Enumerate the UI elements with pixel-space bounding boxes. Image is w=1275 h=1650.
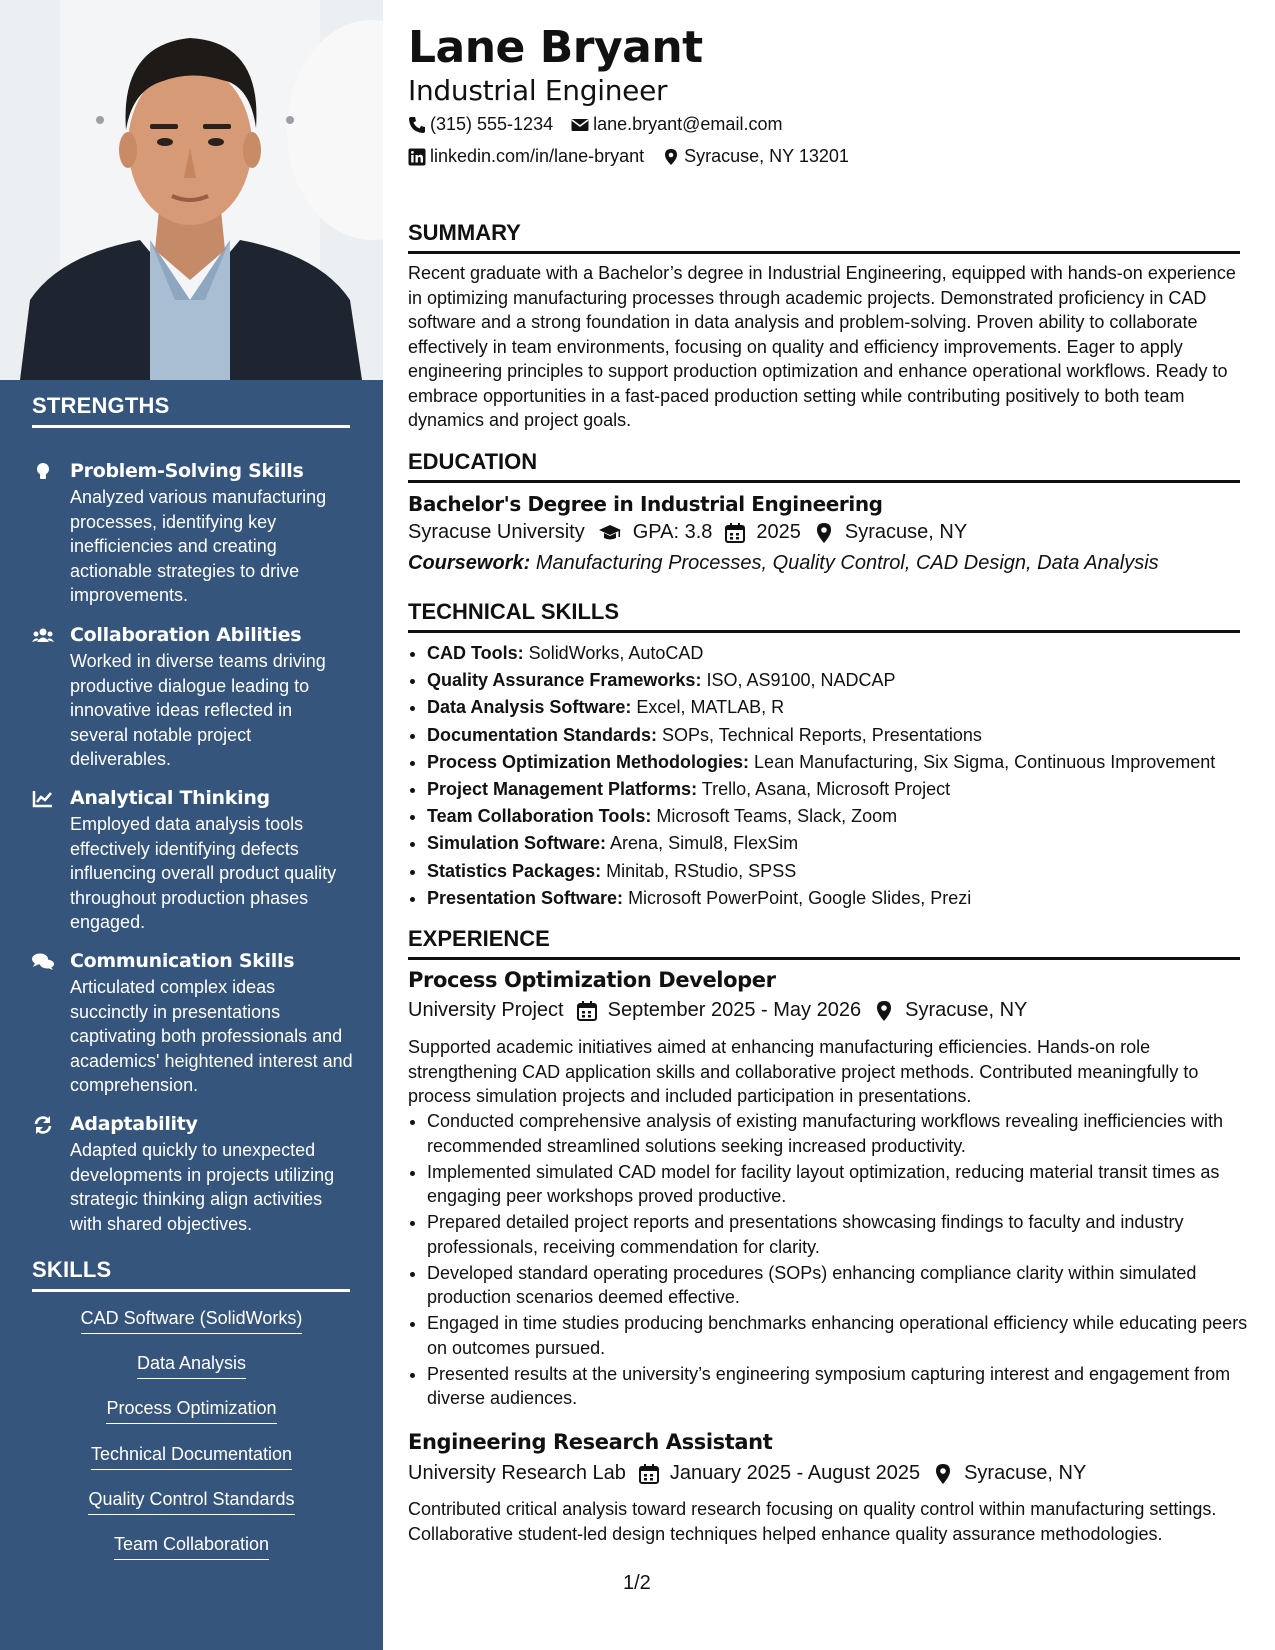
comments-icon bbox=[32, 952, 54, 972]
map-marker-icon bbox=[813, 522, 835, 544]
skill-tag: Technical Documentation bbox=[0, 1444, 383, 1470]
strength-title: Collaboration Abilities bbox=[70, 624, 302, 646]
list-item: • Documentation Standards: SOPs, Technical Reports, Presentations bbox=[427, 722, 1259, 749]
job-location: Syracuse, NY bbox=[905, 999, 1028, 1021]
list-item: • Process Optimization Methodologies: Lean Manufacturing, Six Sigma, Continuous Improvement bbox=[427, 749, 1259, 776]
job-meta bbox=[408, 999, 1027, 1022]
coursework-label: Coursework: bbox=[408, 552, 531, 574]
technical-skills-title: TECHNICAL SKILLS bbox=[408, 599, 1240, 633]
calendar-icon bbox=[638, 1463, 660, 1485]
list-item: • CAD Tools: SolidWorks, AutoCAD bbox=[427, 640, 1259, 667]
strength-title: Adaptability bbox=[70, 1113, 198, 1135]
strength-description: Employed data analysis tools effectively identifying defects influencing overall product quality throughout production phases engaged. bbox=[70, 814, 337, 932]
list-item: • Simulation Software: Arena, Simul8, FlexSim bbox=[427, 830, 1259, 857]
location-text: Syracuse, NY 13201 bbox=[684, 146, 849, 166]
linkedin-link[interactable]: linkedin.com/in/lane-bryant bbox=[430, 146, 645, 166]
strength-title: Problem-Solving Skills bbox=[70, 460, 304, 482]
linkedin-icon bbox=[408, 148, 426, 166]
job-location: Syracuse, NY bbox=[964, 1462, 1087, 1484]
list-item: • Prepared detailed project reports and presentations showcasing findings to faculty and industry professionals, receiving commendation for clarity. bbox=[427, 1210, 1259, 1259]
list-item: • Team Collaboration Tools: Microsoft Teams, Slack, Zoom bbox=[427, 803, 1259, 830]
map-marker-icon bbox=[873, 1000, 895, 1022]
strength-title: Communication Skills bbox=[70, 950, 295, 972]
education-meta bbox=[408, 521, 967, 544]
job-dates: January 2025 - August 2025 bbox=[669, 1462, 921, 1484]
graduation-year: 2025 bbox=[756, 521, 801, 543]
envelope-icon bbox=[571, 116, 589, 134]
skill-tag: Quality Control Standards bbox=[0, 1489, 383, 1515]
experience-title: EXPERIENCE bbox=[408, 926, 1240, 960]
job-title: Engineering Research Assistant bbox=[408, 1430, 773, 1454]
job-org: University Project bbox=[408, 999, 564, 1021]
job-bullets bbox=[408, 1109, 1259, 1412]
strength-description: Adapted quickly to unexpected developments in projects utilizing strategic thinking align activities with shared objectives. bbox=[70, 1140, 335, 1234]
contact-row bbox=[408, 114, 782, 135]
list-item: • Implemented simulated CAD model for facility layout optimization, reducing material transit times as engaging peer workshops proved productive. bbox=[427, 1160, 1259, 1209]
email-link[interactable]: lane.bryant@email.com bbox=[593, 114, 783, 134]
list-item: • Quality Assurance Frameworks: ISO, AS9100, NADCAP bbox=[427, 667, 1259, 694]
profile-photo bbox=[0, 0, 383, 380]
job-summary: Supported academic initiatives aimed at enhancing manufacturing efficiencies. Hands-on role strengthening CAD application skills and collaborative project methods. Contributed meaningfully to process simulation projects and included participation in presentations. bbox=[408, 1037, 1199, 1106]
strength-item bbox=[32, 1113, 350, 1243]
coursework-list: Manufacturing Processes, Quality Control, CAD Design, Data Analysis bbox=[535, 552, 1159, 574]
list-item: • Engaged in time studies producing benchmarks enhancing operational efficiency while educating peers on outcomes pursued. bbox=[427, 1311, 1259, 1360]
calendar-icon bbox=[576, 1000, 598, 1022]
sync-icon bbox=[32, 1115, 54, 1135]
list-item: • Data Analysis Software: Excel, MATLAB, R bbox=[427, 694, 1259, 721]
strength-item bbox=[32, 624, 350, 774]
candidate-name: Lane Bryant bbox=[408, 22, 703, 73]
contact-row bbox=[408, 146, 849, 167]
lightbulb-icon bbox=[32, 462, 54, 482]
technical-skills-list bbox=[408, 640, 1259, 912]
job-summary: Contributed critical analysis toward research focusing on quality control within manufacturing settings. Collaborative student-led design techniques helped enhance quality assurance methodologies. bbox=[408, 1499, 1217, 1544]
page-number: 1/2 bbox=[623, 1572, 651, 1594]
graduation-cap-icon bbox=[597, 522, 623, 544]
job-title: Process Optimization Developer bbox=[408, 968, 776, 992]
strength-item bbox=[32, 950, 353, 1100]
skill-tag: Data Analysis bbox=[0, 1353, 383, 1379]
education-title: EDUCATION bbox=[408, 449, 1240, 483]
education-location: Syracuse, NY bbox=[844, 521, 968, 543]
summary-text: Recent graduate with a Bachelor’s degree in Industrial Engineering, equipped with hands-on experience in optimizing manufacturing processes through academic projects. Demonstrated proficiency in CAD software and a strong foundation in data analysis and problem-solving. Proven ability to collaborate effectively in team environments, focusing on quality and efficiency improvements. Eager to apply engineering principles to support production optimization and enhance operational workflows. Ready to embrace opportunities in a fast-paced production setting while contributing positively to both team dynamics and project goals. bbox=[408, 263, 1236, 430]
gpa-text: GPA: 3.8 bbox=[632, 521, 713, 543]
strength-description: Articulated complex ideas succinctly in presentations captivating both professionals and academics' heightened interest and comprehension. bbox=[70, 977, 353, 1095]
summary-title: SUMMARY bbox=[408, 220, 1240, 254]
strength-item bbox=[32, 787, 350, 937]
strength-description: Analyzed various manufacturing processes, identifying key inefficiencies and creating actionable strategies to drive improvements. bbox=[70, 487, 327, 605]
chart-line-icon bbox=[32, 789, 54, 809]
job-meta bbox=[408, 1462, 1086, 1485]
job-dates: September 2025 - May 2026 bbox=[607, 999, 862, 1021]
map-marker-icon bbox=[932, 1463, 954, 1485]
users-icon bbox=[32, 626, 54, 646]
list-item: • Conducted comprehensive analysis of existing manufacturing workflows revealing inefficiencies with recommended streamlined solutions seeking increased productivity. bbox=[427, 1109, 1259, 1158]
strength-description: Worked in diverse teams driving productive dialogue leading to innovative ideas reflected in several notable project deliverables. bbox=[70, 651, 326, 769]
list-item: • Presentation Software: Microsoft PowerPoint, Google Slides, Prezi bbox=[427, 885, 1259, 912]
school-name: Syracuse University bbox=[408, 521, 585, 543]
portrait-image bbox=[0, 0, 383, 380]
strengths-title: STRENGTHS bbox=[32, 393, 350, 428]
calendar-icon bbox=[724, 522, 746, 544]
phone-icon bbox=[408, 116, 426, 134]
skills-title: SKILLS bbox=[32, 1257, 350, 1292]
strength-title: Analytical Thinking bbox=[70, 787, 270, 809]
map-marker-icon bbox=[662, 148, 680, 166]
list-item: • Project Management Platforms: Trello, Asana, Microsoft Project bbox=[427, 776, 1259, 803]
list-item: • Presented results at the university’s engineering symposium capturing interest and engagement from diverse audiences. bbox=[427, 1362, 1259, 1411]
list-item: • Developed standard operating procedures (SOPs) enhancing compliance clarity within simulated production scenarios deemed effective. bbox=[427, 1261, 1259, 1310]
phone-text: (315) 555-1234 bbox=[430, 114, 554, 134]
coursework bbox=[408, 552, 1159, 575]
skill-tag: CAD Software (SolidWorks) bbox=[0, 1308, 383, 1334]
degree-title: Bachelor's Degree in Industrial Engineering bbox=[408, 492, 883, 516]
job-org: University Research Lab bbox=[408, 1462, 626, 1484]
candidate-role: Industrial Engineer bbox=[408, 74, 668, 107]
list-item: • Statistics Packages: Minitab, RStudio, SPSS bbox=[427, 858, 1259, 885]
skill-tag: Process Optimization bbox=[0, 1398, 383, 1424]
sidebar bbox=[0, 0, 383, 1650]
skill-tag: Team Collaboration bbox=[0, 1534, 383, 1560]
strength-item bbox=[32, 460, 350, 610]
